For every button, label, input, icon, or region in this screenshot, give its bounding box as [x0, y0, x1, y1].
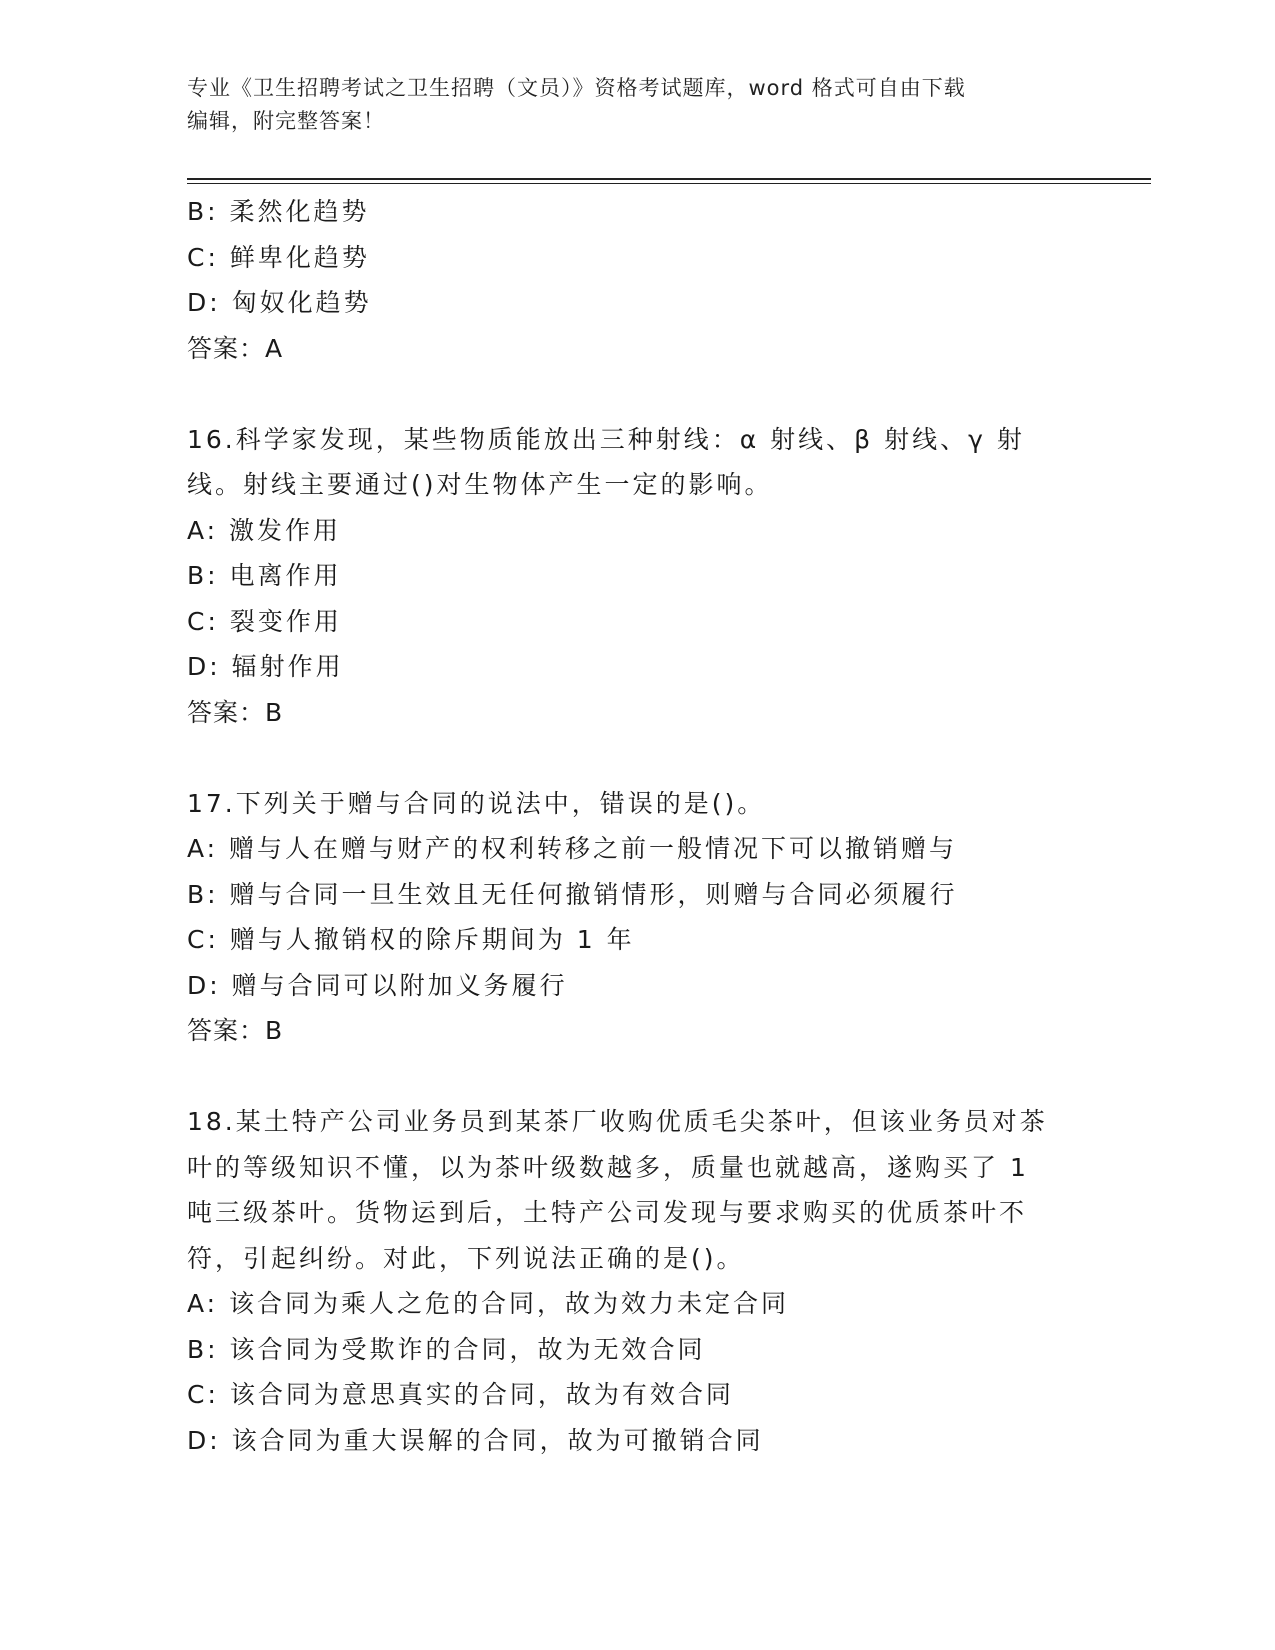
option-a: A: 激发作用	[187, 515, 342, 545]
option-d: D: 辐射作用	[187, 652, 344, 681]
question-15	[187, 189, 1077, 371]
option-d: D: 该合同为重大误解的合同，故为可撤销合同	[187, 1425, 764, 1455]
question-stem-line: 吨三级茶叶。货物运到后，土特产公司发现与要求购买的优质茶叶不	[187, 1198, 1028, 1227]
option-b: B: 柔然化趋势	[187, 197, 370, 226]
question-content	[187, 189, 1077, 1463]
option-c: C: 裂变作用	[187, 606, 342, 636]
option-d: D: 匈奴化趋势	[187, 288, 372, 317]
question-stem-line: 18.某土特产公司业务员到某茶厂收购优质毛尖茶叶，但该业务员对茶	[187, 1107, 1048, 1136]
question-18	[187, 1099, 1077, 1463]
option-b: B: 赠与合同一旦生效且无任何撤销情形，则赠与合同必须履行	[187, 879, 958, 909]
option-c: C: 鲜卑化趋势	[187, 242, 370, 272]
question-gap	[187, 1054, 1077, 1100]
answer-line: 答案：A	[187, 333, 284, 363]
answer-line: 答案：B	[187, 1016, 284, 1045]
option-c: C: 赠与人撤销权的除斥期间为 1 年	[187, 925, 635, 954]
option-d: D: 赠与合同可以附加义务履行	[187, 970, 568, 1000]
header-line-1: 专业《卫生招聘考试之卫生招聘（文员）》资格考试题库，word 格式可自由下载	[187, 76, 966, 100]
option-a: A: 赠与人在赠与财产的权利转移之前一般情况下可以撤销赠与	[187, 834, 958, 863]
question-stem-line: 16.科学家发现，某些物质能放出三种射线：α 射线、β 射线、γ 射	[187, 424, 1025, 454]
header-rule-thin	[187, 183, 1151, 184]
question-stem-line: 线。射线主要通过()对生物体产生一定的影响。	[187, 470, 773, 499]
question-stem-line: 符，引起纠纷。对此，下列说法正确的是()。	[187, 1243, 745, 1273]
question-gap	[187, 735, 1077, 781]
question-stem-line: 叶的等级知识不懂，以为茶叶级数越多，质量也就越高，遂购买了 1	[187, 1152, 1029, 1182]
question-stem-line: 17.下列关于赠与合同的说法中，错误的是()。	[187, 788, 766, 818]
answer-line: 答案：B	[187, 697, 284, 727]
option-b: B: 电离作用	[187, 561, 342, 590]
document-header	[187, 72, 1077, 138]
option-b: B: 该合同为受欺诈的合同，故为无效合同	[187, 1334, 706, 1364]
header-rule-thick	[187, 178, 1151, 180]
header-line-2: 编辑，附完整答案！	[187, 109, 385, 133]
question-16	[187, 417, 1077, 736]
question-17	[187, 781, 1077, 1054]
option-c: C: 该合同为意思真实的合同，故为有效合同	[187, 1380, 734, 1409]
question-gap	[187, 371, 1077, 417]
option-a: A: 该合同为乘人之危的合同，故为效力未定合同	[187, 1289, 790, 1318]
